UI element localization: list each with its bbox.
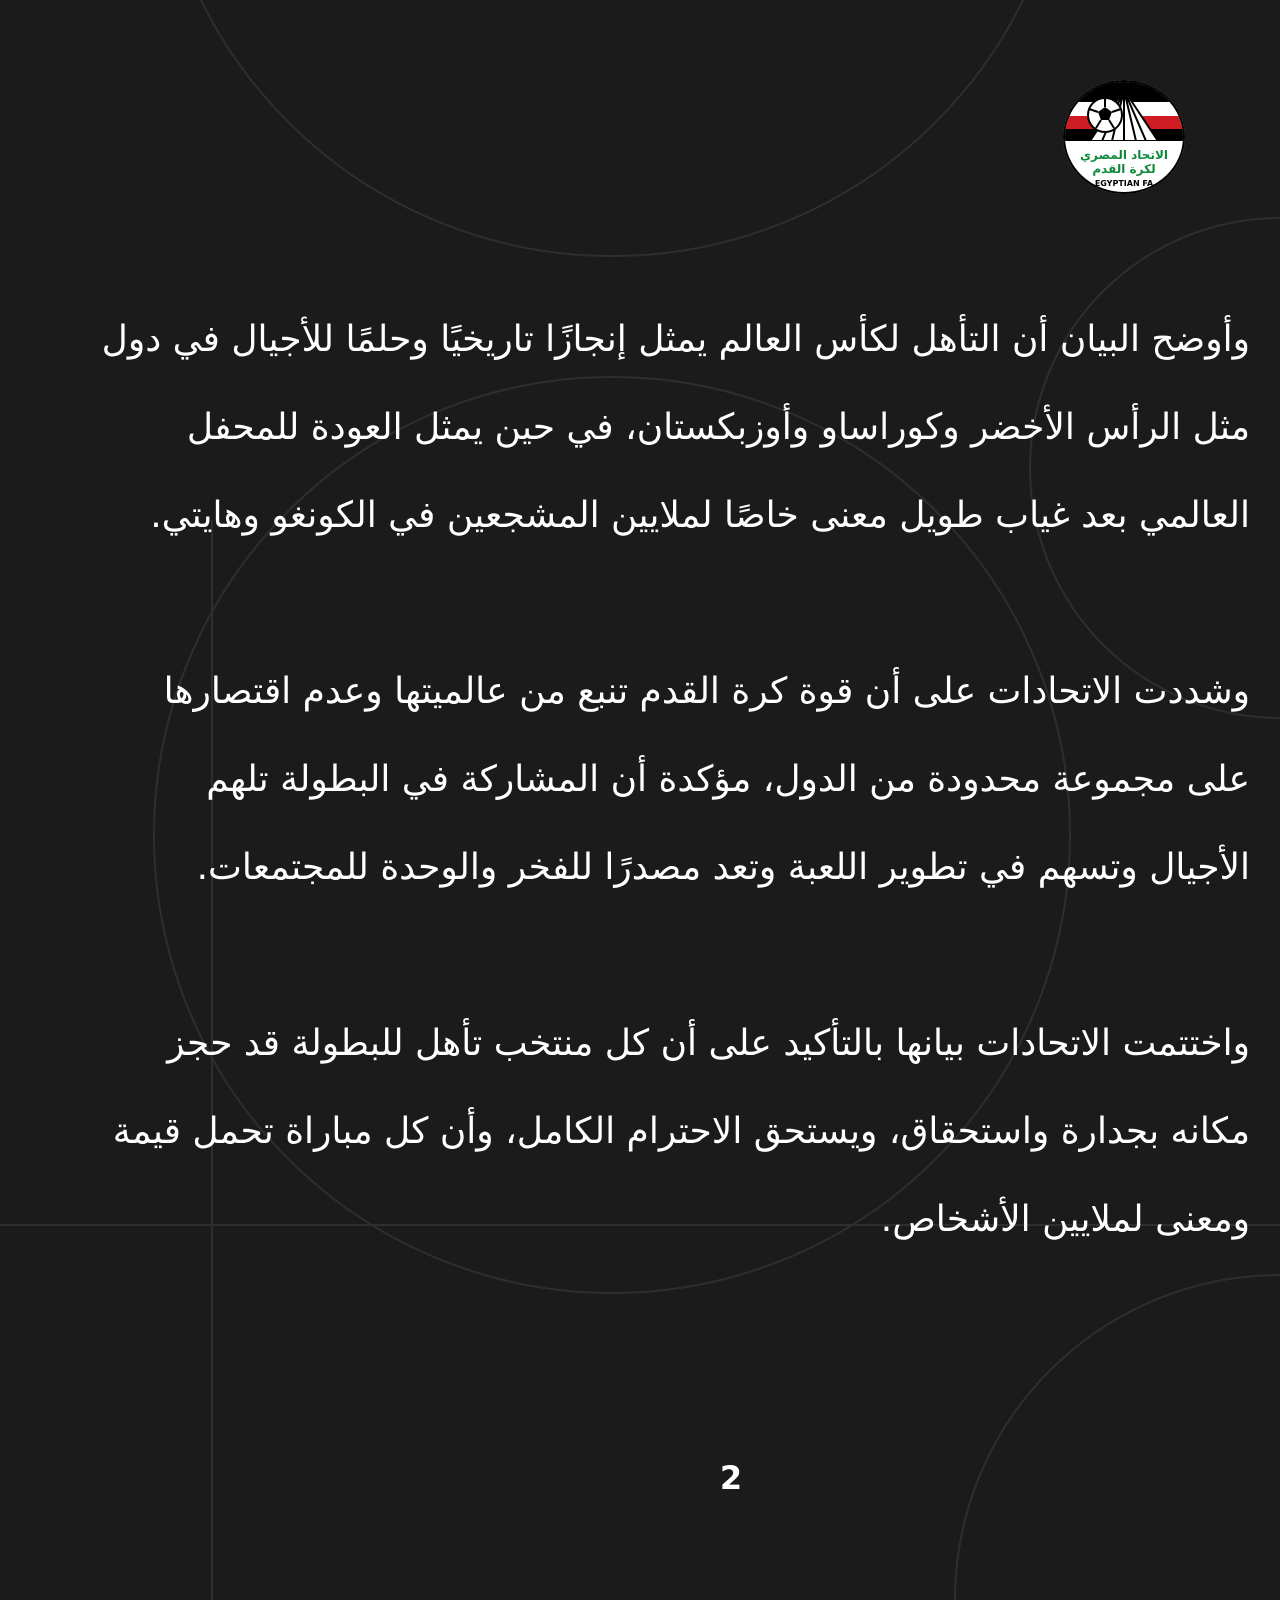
paragraph-line: ومعنى لملايين الأشخاص. (880, 1199, 1250, 1240)
paragraph-line: واختتمت الاتحادات بيانها بالتأكيد على أن كل منتخب تأهل للبطولة قد حجز (167, 1023, 1250, 1064)
paragraph-line: الأجيال وتسهم في تطوير اللعبة وتعد مصدرًا للفخر والوحدة للمجتمعات. (196, 847, 1250, 888)
logo-text-english: EGYPTIAN FA (1094, 179, 1154, 188)
logo-text-arabic-2: لكرة القدم (1092, 162, 1156, 176)
paragraph-football-universality (0, 648, 1280, 912)
logo-text-arabic-1: الاتحاد المصري (1080, 148, 1168, 162)
egyptian-fa-logo (1062, 80, 1186, 194)
paragraph-line: مثل الرأس الأخضر وكوراساو وأوزبكستان، في حين يمثل العودة للمحفل (186, 407, 1250, 448)
paragraph-line: العالمي بعد غياب طويل معنى خاصًا لملايين المشجعين في الكونغو وهايتي. (150, 495, 1250, 536)
paragraph-line: وأوضح البيان أن التأهل لكأس العالم يمثل إنجازًا تاريخيًا وحلمًا للأجيال في دول (101, 319, 1250, 360)
page-number: 2 (719, 1459, 743, 1497)
paragraph-line: وشددت الاتحادات على أن قوة كرة القدم تنبع من عالميتها وعدم اقتصارها (163, 671, 1250, 712)
article-body (0, 296, 1280, 1264)
paragraph-qualification-statement (0, 296, 1280, 560)
paragraph-conclusion (0, 1000, 1280, 1264)
paragraph-line: على مجموعة محدودة من الدول، مؤكدة أن المشاركة في البطولة تلهم (206, 759, 1250, 800)
paragraph-line: مكانه بجدارة واستحقاق، ويستحق الاحترام الكامل، وأن كل مباراة تحمل قيمة (112, 1111, 1250, 1152)
